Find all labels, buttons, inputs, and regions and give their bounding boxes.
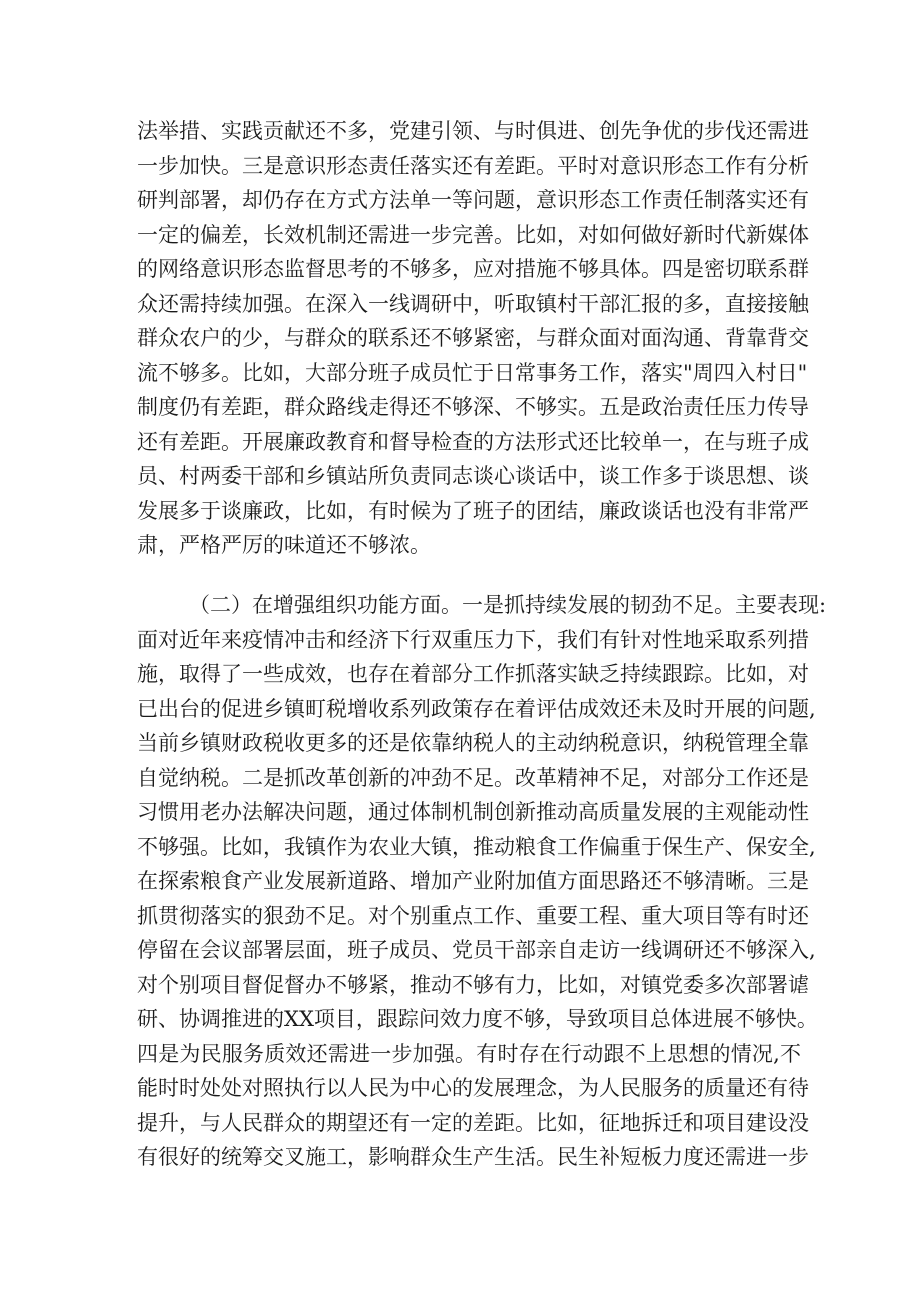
paragraph-line: 研判部署，却仍存在方式方法单一等问题，意识形态工作责任制落实还有 (137, 188, 809, 212)
paragraph-line: 研、协调推进的XX项目，跟踪问效力度不够，导致项目总体进展不够快。 (137, 1007, 818, 1031)
paragraph-line: 对个别项目督促督办不够紧，推动不够有力，比如，对镇党委多次部署谑 (137, 972, 809, 997)
paragraph-line: 员、村两委干部和乡镇站所负责同志谈心谈话中，谈工作多于谈思想、谈 (137, 464, 809, 488)
paragraph-line: 四是为民服务质效还需进一步加强。有时存在行动跟不上思想的情况,不 (137, 1041, 801, 1066)
paragraph-line: 还有差距。开展廉政教育和督导检查的方法形式还比较单一，在与班子成 (137, 429, 809, 454)
paragraph-line: 肃，严格严厉的味道还不够浓。 (137, 533, 431, 557)
paragraph-line: 制度仍有差距，群众路线走得还不够深、不够实。五是政治责任压力传导 (137, 395, 809, 419)
paragraph-heading-line: （二）在增强组织功能方面。一是抓持续发展的韧劲不足。主要表现: (189, 593, 827, 617)
paragraph-line: 的网络意识形态监督思考的不够多，应对措施不够具体。四是密切联系群 (137, 257, 809, 281)
paragraph-line: 法举措、实践贡献还不多，党建引领、与时俱进、创先争优的步伐还需进 (137, 119, 809, 143)
paragraph-line: 自觉纳税。二是抓改革创新的冲劲不足。改革精神不足，对部分工作还是 (137, 765, 809, 790)
paragraph-line: 在探索粮食产业发展新道路、增加产业附加值方面思路还不够清晰。三是 (137, 869, 809, 893)
paragraph-line: 众还需持续加强。在深入一线调研中，听取镇村干部汇报的多，直接接触 (137, 291, 809, 316)
paragraph-line: 有很好的统筹交叉施工，影响群众生产生活。民生补短板力度还需进一步 (137, 1145, 809, 1169)
paragraph-line: 已出台的促进乡镇町税增收系列政策存在着评估成效还未及时开展的问题, (137, 696, 816, 721)
paragraph-line: 习惯用老办法解决问题，通过体制机制创新推动高质量发展的主观能动性 (137, 800, 809, 824)
paragraph-line: 施，取得了一些成效，也存在着部分工作抓落实缺乏持续跟踪。比如，对 (137, 662, 809, 686)
paragraph-line: 停留在会议部署层面，班子成员、党员干部亲自走访一线调研还不够深入, (137, 938, 816, 962)
paragraph-line: 发展多于谈廉政，比如，有时候为了班子的团结，廉政谈话也没有非常严 (137, 498, 809, 523)
paragraph-line: 不够强。比如，我镇作为农业大镇，推动粮食工作偏重于保生产、保安全, (137, 834, 816, 859)
paragraph-line: 面对近年来疫情冲击和经济下行双重压力下，我们有针对性地采取系列措 (137, 627, 809, 652)
paragraph-line: 当前乡镇财政税收更多的还是依靠纳税人的主动纳税意识，纳税管理全靠 (137, 731, 809, 755)
paragraph-line: 一定的偏差，长效机制还需进一步完善。比如，对如何做好新时代新媒体 (137, 222, 809, 247)
paragraph-line: 群众农户的少，与群众的联系还不够紧密，与群众面对面沟通、背靠背交 (137, 326, 809, 350)
paragraph-line: 能时时处处对照执行以人民为中心的发展理念，为人民服务的质量还有待 (137, 1076, 809, 1100)
paragraph-line: 流不够多。比如，大部分班子成员忙于日常事务工作，落实"周四入村日" (137, 360, 808, 385)
paragraph-organization-function (137, 588, 827, 1175)
paragraph-line: 提升，与人民群众的期望还有一定的差距。比如，征地拆迁和项目建设没 (137, 1110, 809, 1135)
paragraph-continuation (137, 114, 809, 563)
paragraph-line: 抓贯彻落实的狠劲不足。对个别重点工作、重要工程、重大项目等有时还 (137, 903, 809, 928)
paragraph-line: 一步加快。三是意识形态责任落实还有差距。平时对意识形态工作有分析 (137, 153, 809, 178)
